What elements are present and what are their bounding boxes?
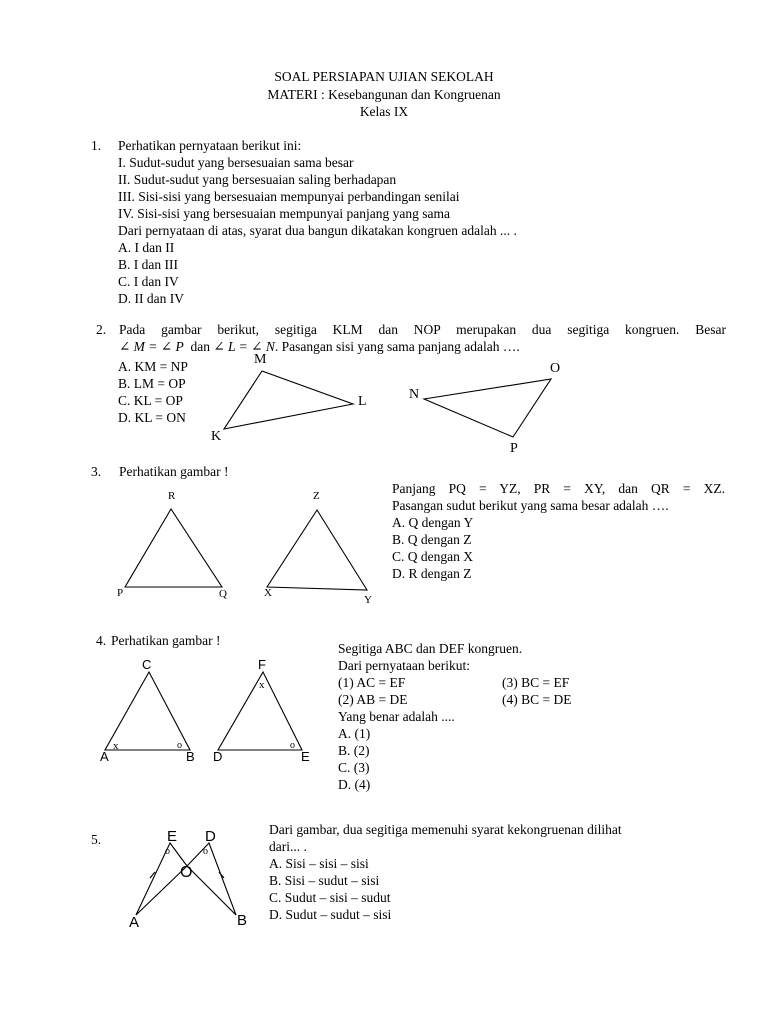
label-e: E xyxy=(301,749,310,764)
question-body xyxy=(269,821,622,923)
option-a: A. I dan II xyxy=(118,240,175,255)
document-subject: MATERI : Kesebangunan dan Kongruenan xyxy=(267,86,501,102)
question-text: Pada gambar berikut, segitiga KLM dan NOP merupakan dua segitiga kongruen. Besar xyxy=(119,322,726,337)
option-d: D. R dengan Z xyxy=(392,566,472,581)
angle-mark-x: x xyxy=(259,679,265,691)
label-d: D xyxy=(205,828,216,845)
statement: (4) BC = DE xyxy=(502,692,572,707)
question-number: 4. xyxy=(96,633,107,648)
option-b: B. LM = OP xyxy=(118,376,186,391)
statement: I. Sudut-sudut yang bersesuaian sama besar xyxy=(118,155,354,170)
angle-mark-o: o xyxy=(203,846,208,857)
question-text: Segitiga ABC dan DEF kongruen. xyxy=(338,641,523,656)
question-text: Panjang PQ = YZ, PR = XY, dan QR = XZ. xyxy=(392,481,725,496)
label-d: D xyxy=(213,749,223,764)
label-p: P xyxy=(510,441,518,456)
question-number: 2. xyxy=(96,322,107,337)
label-n: N xyxy=(409,387,420,402)
conjunction: dan xyxy=(190,339,210,354)
label-a: A xyxy=(129,914,140,931)
label-f: F xyxy=(258,657,266,672)
option-b: B. I dan III xyxy=(118,257,178,272)
question-intro: Perhatikan gambar ! xyxy=(119,464,229,479)
label-b: B xyxy=(186,749,195,764)
question-number: 3. xyxy=(91,464,102,479)
option-c: C. (3) xyxy=(338,760,370,775)
label-e: E xyxy=(167,828,178,845)
label-k: K xyxy=(211,429,222,444)
question-intro: Perhatikan gambar ! xyxy=(111,633,221,648)
angle-mark-o: o xyxy=(290,740,295,751)
question-text-line2: Pasangan sudut berikut yang sama besar adalah …. xyxy=(392,498,669,513)
question-text: Dari pernyataan di atas, syarat dua bangun dikatakan kongruen adalah ... . xyxy=(118,223,517,238)
document-title: SOAL PERSIAPAN UJIAN SEKOLAH xyxy=(274,69,494,84)
question-text-line2: dari... . xyxy=(269,839,307,854)
label-o: O xyxy=(180,864,193,881)
question-text-line2: Dari pernyataan berikut: xyxy=(338,658,470,673)
option-c: C. Sudut – sisi – sudut xyxy=(269,890,391,905)
option-b: B. (2) xyxy=(338,743,370,758)
label-o: O xyxy=(550,361,561,376)
option-a: A. Sisi – sisi – sisi xyxy=(269,856,369,871)
label-z: Z xyxy=(313,490,320,502)
angle-mark-x: x xyxy=(113,740,119,752)
option-d: D. Sudut – sudut – sisi xyxy=(269,907,392,922)
angle-mark-o: o xyxy=(177,740,182,751)
statement: (1) AC = EF xyxy=(338,675,406,690)
statement: (2) AB = DE xyxy=(338,692,408,707)
question-intro: Perhatikan pernyataan berikut ini: xyxy=(118,138,302,153)
question-number: 5. xyxy=(91,832,102,847)
angle-mark-o: o xyxy=(165,846,170,857)
label-l: L xyxy=(358,394,367,409)
option-c: C. I dan IV xyxy=(118,274,179,289)
angle-equation-2: ∠ L = ∠ N xyxy=(213,339,275,354)
statement: III. Sisi-sisi yang bersesuaian mempunyai perbandingan senilai xyxy=(118,189,460,204)
statement: IV. Sisi-sisi yang bersesuaian mempunyai panjang yang sama xyxy=(118,206,450,221)
question-text-rest: . Pasangan sisi yang sama panjang adalah …. xyxy=(274,339,520,354)
triangle-bod xyxy=(187,843,236,915)
label-a: A xyxy=(100,749,109,764)
label-y: Y xyxy=(364,594,372,606)
angle-equation-1: ∠ M = ∠ P xyxy=(119,339,184,354)
option-b: B. Q dengan Z xyxy=(392,532,472,547)
option-a: A. Q dengan Y xyxy=(392,515,474,530)
label-r: R xyxy=(168,490,176,502)
question-prompt: Yang benar adalah .... xyxy=(338,709,455,724)
question-text: Dari gambar, dua segitiga memenuhi syarat kekongruenan dilihat xyxy=(269,822,622,837)
option-d: D. KL = ON xyxy=(118,410,186,425)
question-number: 1. xyxy=(91,138,102,153)
label-c: C xyxy=(142,657,152,672)
option-b: B. Sisi – sudut – sisi xyxy=(269,873,380,888)
option-c: C. Q dengan X xyxy=(392,549,473,564)
option-d: D. (4) xyxy=(338,777,371,792)
option-d: D. II dan IV xyxy=(118,291,184,306)
statement: (3) BC = EF xyxy=(502,675,570,690)
document-grade: Kelas IX xyxy=(359,104,409,119)
statement: II. Sudut-sudut yang bersesuaian saling berhadapan xyxy=(118,172,397,187)
label-q: Q xyxy=(219,588,227,600)
label-p: P xyxy=(117,587,124,599)
label-m: M xyxy=(254,352,267,367)
option-a: A. KM = NP xyxy=(118,359,188,374)
label-b: B xyxy=(237,912,248,929)
option-c: C. KL = OP xyxy=(118,393,183,408)
label-x: X xyxy=(264,587,272,599)
option-a: A. (1) xyxy=(338,726,371,741)
